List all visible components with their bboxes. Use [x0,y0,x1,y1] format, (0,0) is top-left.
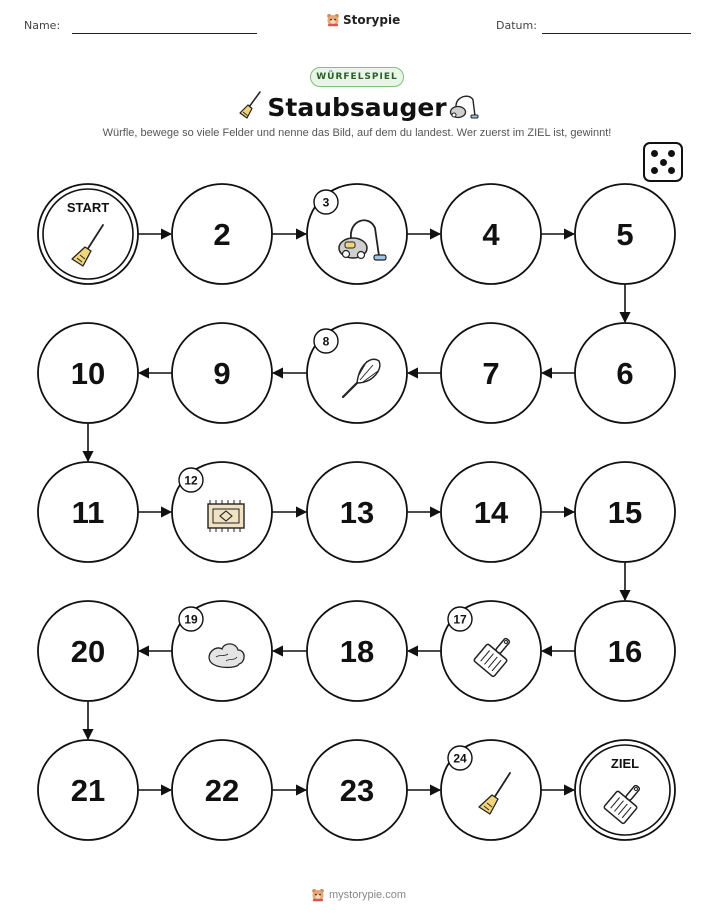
board-cell [575,462,675,562]
start-cell [38,184,138,284]
date-label: Datum: [496,19,537,32]
game-type-badge: WÜRFELSPIEL [310,67,404,87]
brand-name: Storypie [343,13,401,27]
cell-number: 5 [616,217,634,252]
storypie-mascot-icon [311,888,325,902]
cell-number-badge: 19 [184,612,198,627]
board-cell [172,601,272,701]
cell-number: 20 [70,634,106,669]
cell-number: 16 [607,634,643,669]
cell-number-badge: 17 [453,612,467,627]
board-cell [307,184,407,284]
board-cell [172,323,272,423]
cell-label: START [66,200,110,215]
board-cell [172,462,272,562]
board-cell [172,184,272,284]
board-cell [441,740,541,840]
footer-url: mystorypie.com [329,889,407,901]
board-cell [575,601,675,701]
board-cell [307,601,407,701]
cell-number: 4 [482,217,500,252]
cell-number: 15 [607,495,643,530]
cell-number: 11 [71,495,105,530]
board-cell [38,462,138,562]
rug-icon [208,500,244,532]
board-cell [307,740,407,840]
board-cell [441,323,541,423]
goal-cell [575,740,675,840]
board-cell [441,462,541,562]
cell-label: ZIEL [610,756,640,771]
name-label: Name: [24,19,61,32]
board-cell [38,323,138,423]
board-cell [575,184,675,284]
cell-number: 14 [473,495,509,530]
board-cell [441,601,541,701]
cell-number: 22 [204,773,240,808]
cell-number: 7 [482,356,500,391]
cell-number: 6 [616,356,634,391]
cell-number-badge: 12 [184,473,198,488]
cell-number: 2 [213,217,231,252]
cell-number-badge: 3 [322,195,330,210]
cell-number: 23 [339,773,375,808]
instructions: Würfle, bewege so viele Felder und nenne das Bild, auf dem du landest. Wer zuerst im ZIEL ist, gewinnt! [102,127,612,139]
cell-number: 21 [70,773,106,808]
cell-number: 10 [70,356,106,391]
cell-number-badge: 24 [453,751,467,766]
cell-number-badge: 8 [322,334,330,349]
board-cell [307,323,407,423]
board-cell [38,601,138,701]
cell-number: 9 [213,356,231,391]
board-cell [575,323,675,423]
page-title: Staubsauger [267,93,447,122]
board-cell [441,184,541,284]
cell-number: 18 [339,634,375,669]
board-cell [38,740,138,840]
board-cell [172,740,272,840]
cell-number: 13 [339,495,375,530]
board-cell [307,462,407,562]
footer [311,888,406,902]
